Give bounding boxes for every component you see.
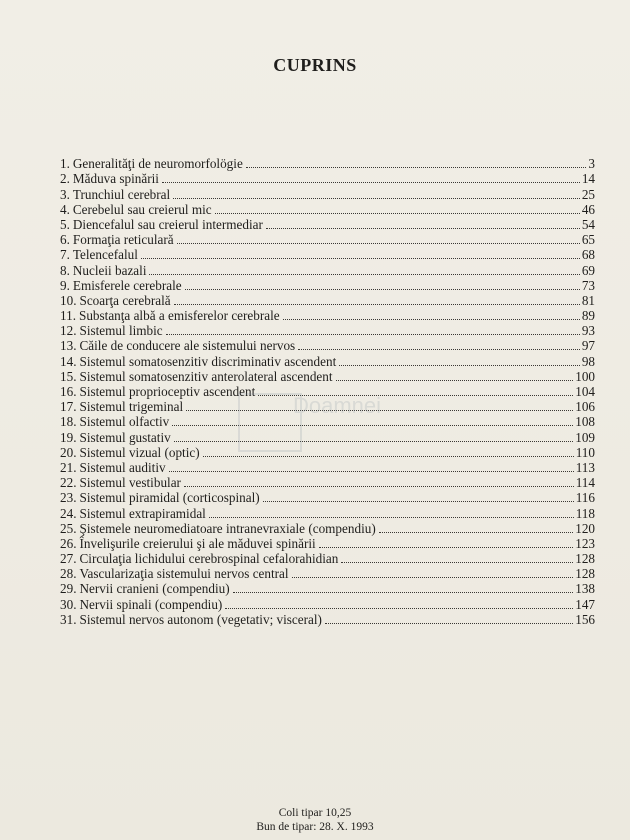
toc-entry [60, 581, 595, 596]
toc-entry-page-number: 14 [581, 171, 595, 187]
toc-entry-page-number: 69 [581, 262, 595, 278]
toc-entry-title: Sistemul somatosenzitiv discriminativ ascendent [79, 353, 337, 369]
toc-entry [60, 612, 595, 627]
toc-entry [60, 202, 595, 217]
toc-entry-number: 28. [60, 566, 77, 582]
toc-dot-leader [341, 562, 573, 563]
toc-entry [60, 156, 595, 171]
toc-dot-leader [172, 425, 573, 426]
toc-entry-page-number: 108 [575, 414, 595, 430]
toc-entry-number: 3. [60, 186, 70, 202]
toc-entry-title: Telencefalul [72, 247, 138, 263]
toc-entry-title: Nervii cranieni (compendiu) [79, 581, 230, 597]
toc-entry [60, 353, 595, 368]
toc-entry-page-number: 54 [581, 216, 595, 232]
toc-entry-title: Vascularizaţia sistemului nervos central [79, 566, 289, 582]
toc-entry [60, 369, 595, 384]
toc-entry-page-number: 138 [575, 581, 595, 597]
toc-entry [60, 384, 595, 399]
toc-dot-leader [298, 349, 580, 350]
toc-entry-page-number: 98 [581, 353, 595, 369]
toc-entry-number: 26. [60, 535, 77, 551]
toc-dot-leader [336, 380, 574, 381]
toc-entry-title: Sistemul auditiv [79, 459, 166, 475]
toc-entry-page-number: 65 [581, 232, 595, 248]
toc-dot-leader [225, 608, 573, 609]
toc-dot-leader [177, 243, 580, 244]
toc-entry-number: 27. [60, 551, 77, 567]
toc-entry-number: 4. [60, 201, 70, 217]
toc-entry-page-number: 128 [575, 566, 595, 582]
colophon [0, 806, 630, 834]
toc-entry-page-number: 68 [581, 247, 595, 263]
toc-entry-title: Sistemul olfactiv [79, 414, 170, 430]
toc-entry-page-number: 147 [575, 596, 595, 612]
toc-dot-leader [233, 592, 574, 593]
toc-entry-title: Cerebelul sau creierul mic [72, 201, 212, 217]
toc-entry [60, 247, 595, 262]
toc-entry [60, 171, 595, 186]
toc-entry-title: Sistemul vestibular [79, 475, 181, 491]
toc-entry-page-number: 106 [575, 399, 595, 415]
toc-dot-leader [184, 486, 574, 487]
toc-entry-title: Sistemul gustativ [79, 429, 171, 445]
toc-entry [60, 293, 595, 308]
toc-dot-leader [203, 456, 574, 457]
toc-entry-title: Nucleii bazali [72, 262, 147, 278]
colophon-sheets: Coli tipar 10,25 [278, 807, 352, 819]
toc-entry-title: Sistemul proprioceptiv ascendent [79, 384, 256, 399]
toc-entry-number: 14. [60, 353, 77, 369]
toc-entry-title: Sistemul limbic [79, 323, 163, 339]
toc-dot-leader [246, 167, 587, 168]
toc-dot-leader [258, 395, 573, 396]
page-title: CUPRINS [273, 55, 357, 75]
toc-dot-leader [174, 441, 574, 442]
toc-entry-number: 25. [60, 520, 77, 536]
toc-entry-page-number: 113 [575, 459, 595, 475]
toc-entry-title: Căile de conducere ale sistemului nervos [79, 338, 296, 354]
toc-entry-title: Învelişurile creierului şi ale măduvei spinării [79, 535, 316, 551]
toc-entry-page-number: 104 [575, 384, 595, 399]
toc-entry [60, 232, 595, 247]
toc-dot-leader [263, 501, 574, 502]
toc-entry [60, 338, 595, 353]
toc-entry-title: Emisferele cerebrale [72, 277, 182, 293]
toc-dot-leader [215, 213, 580, 214]
toc-entry-page-number: 114 [575, 475, 595, 491]
toc-entry-title: Trunchiul cerebral [72, 186, 171, 202]
toc-entry-number: 18. [60, 414, 77, 430]
toc-entry-title: Nervii spinali (compendiu) [79, 596, 223, 612]
toc-dot-leader [325, 623, 573, 624]
toc-entry [60, 278, 595, 293]
toc-entry-number: 17. [60, 399, 77, 415]
toc-entry-number: 30. [60, 596, 77, 612]
toc-entry-title: Sistemul piramidal (corticospinal) [79, 490, 260, 506]
colophon-print-date: Bun de tipar: 28. X. 1993 [256, 821, 374, 833]
toc-entry [60, 505, 595, 520]
toc-dot-leader [149, 274, 579, 275]
toc-entry-page-number: 120 [575, 520, 595, 536]
toc-entry-page-number: 109 [575, 429, 595, 445]
toc-entry-number: 31. [60, 611, 77, 627]
toc-dot-leader [169, 471, 574, 472]
toc-entry-number: 19. [60, 429, 77, 445]
toc-entry-page-number: 97 [581, 338, 595, 354]
toc-dot-leader [141, 258, 580, 259]
toc-entry-title: Sistemul somatosenzitiv anterolateral ascendent [79, 368, 333, 384]
toc-entry-page-number: 81 [581, 292, 595, 308]
toc-entry [60, 186, 595, 201]
toc-entry-page-number: 3 [588, 156, 595, 172]
toc-entry [60, 308, 595, 323]
toc-dot-leader [209, 517, 574, 518]
toc-entry [60, 536, 595, 551]
toc-entry-page-number: 116 [575, 490, 595, 506]
toc-entry-page-number: 123 [575, 535, 595, 551]
toc-entry-page-number: 156 [575, 611, 595, 627]
toc-dot-leader [186, 410, 573, 411]
toc-entry-number: 1. [60, 156, 70, 172]
toc-dot-leader [162, 182, 580, 183]
toc-entry-number: 29. [60, 581, 77, 597]
toc-entry [60, 596, 595, 611]
toc-dot-leader [379, 532, 574, 533]
toc-entry-number: 15. [60, 368, 77, 384]
toc-entry [60, 399, 595, 414]
toc-entry-number: 12. [60, 323, 77, 339]
toc-dot-leader [174, 304, 580, 305]
toc-entry-number: 9. [60, 277, 70, 293]
toc-entry-page-number: 110 [575, 444, 595, 460]
watermark-text: Doamnei [293, 393, 382, 418]
toc-entry-number: 10. [60, 292, 77, 308]
toc-entry [60, 521, 595, 536]
toc-dot-leader [173, 198, 580, 199]
toc-entry-page-number: 89 [581, 308, 595, 324]
toc-dot-leader [166, 334, 580, 335]
toc-entry-title: Generalităţi de neuromorfolögie [72, 156, 243, 172]
toc-entry [60, 460, 595, 475]
toc-entry-title: Măduva spinării [72, 171, 159, 187]
toc-entry [60, 475, 595, 490]
toc-entry-title: Diencefalul sau creierul intermediar [72, 216, 263, 232]
toc-entry [60, 429, 595, 444]
toc-entry-page-number: 128 [575, 551, 595, 567]
toc-entry-number: 21. [60, 459, 77, 475]
toc-entry-number: 23. [60, 490, 77, 506]
toc-entry-number: 11. [60, 308, 76, 324]
toc-entry-page-number: 93 [581, 323, 595, 339]
toc-entry-number: 20. [60, 444, 77, 460]
toc-entry-number: 24. [60, 505, 77, 521]
toc-entry-page-number: 100 [575, 368, 595, 384]
toc-entry-title: Sistemul vizual (optic) [79, 444, 200, 460]
toc-entry-number: 7. [60, 247, 70, 263]
toc-entry-number: 5. [60, 216, 70, 232]
toc-entry [60, 490, 595, 505]
toc-entry-title: Substanţa albă a emisferelor cerebrale [79, 308, 280, 324]
toc-entry-title: Formaţia reticulară [72, 232, 174, 248]
toc-entry [60, 414, 595, 429]
toc-entry-page-number: 73 [581, 277, 595, 293]
toc-entry-number: 22. [60, 475, 77, 491]
toc-entry [60, 566, 595, 581]
toc-entry-page-number: 25 [581, 186, 595, 202]
toc-entry-title: Scoarţa cerebrală [79, 292, 171, 308]
toc-entry [60, 217, 595, 232]
toc-entry-title: Şistemele neuromediatoare intranevraxiale (compendiu) [79, 520, 376, 536]
toc-entry-number: 2. [60, 171, 70, 187]
toc-entry-page-number: 46 [581, 201, 595, 217]
toc-dot-leader [283, 319, 580, 320]
toc-dot-leader [339, 365, 580, 366]
toc-entry-title: Circulaţia lichidului cerebrospinal cefalorahidian [79, 551, 339, 567]
toc-entry-title: Sistemul trigeminal [79, 399, 184, 415]
toc-entry-number: 13. [60, 338, 77, 354]
toc-dot-leader [319, 547, 574, 548]
toc-dot-leader [292, 577, 574, 578]
toc-dot-leader [185, 289, 580, 290]
toc-entry-title: Sistemul extrapiramidal [79, 505, 206, 521]
toc-entry-page-number: 118 [575, 505, 595, 521]
toc-entry-number: 6. [60, 232, 70, 248]
toc-entry [60, 323, 595, 338]
toc-entry-number: 8. [60, 262, 70, 278]
table-of-contents [60, 156, 595, 627]
toc-entry-number: 16. [60, 384, 77, 399]
toc-dot-leader [266, 228, 580, 229]
toc-entry [60, 445, 595, 460]
toc-entry-title: Sistemul nervos autonom (vegetativ; visceral) [79, 611, 322, 627]
toc-entry [60, 262, 595, 277]
toc-entry [60, 551, 595, 566]
